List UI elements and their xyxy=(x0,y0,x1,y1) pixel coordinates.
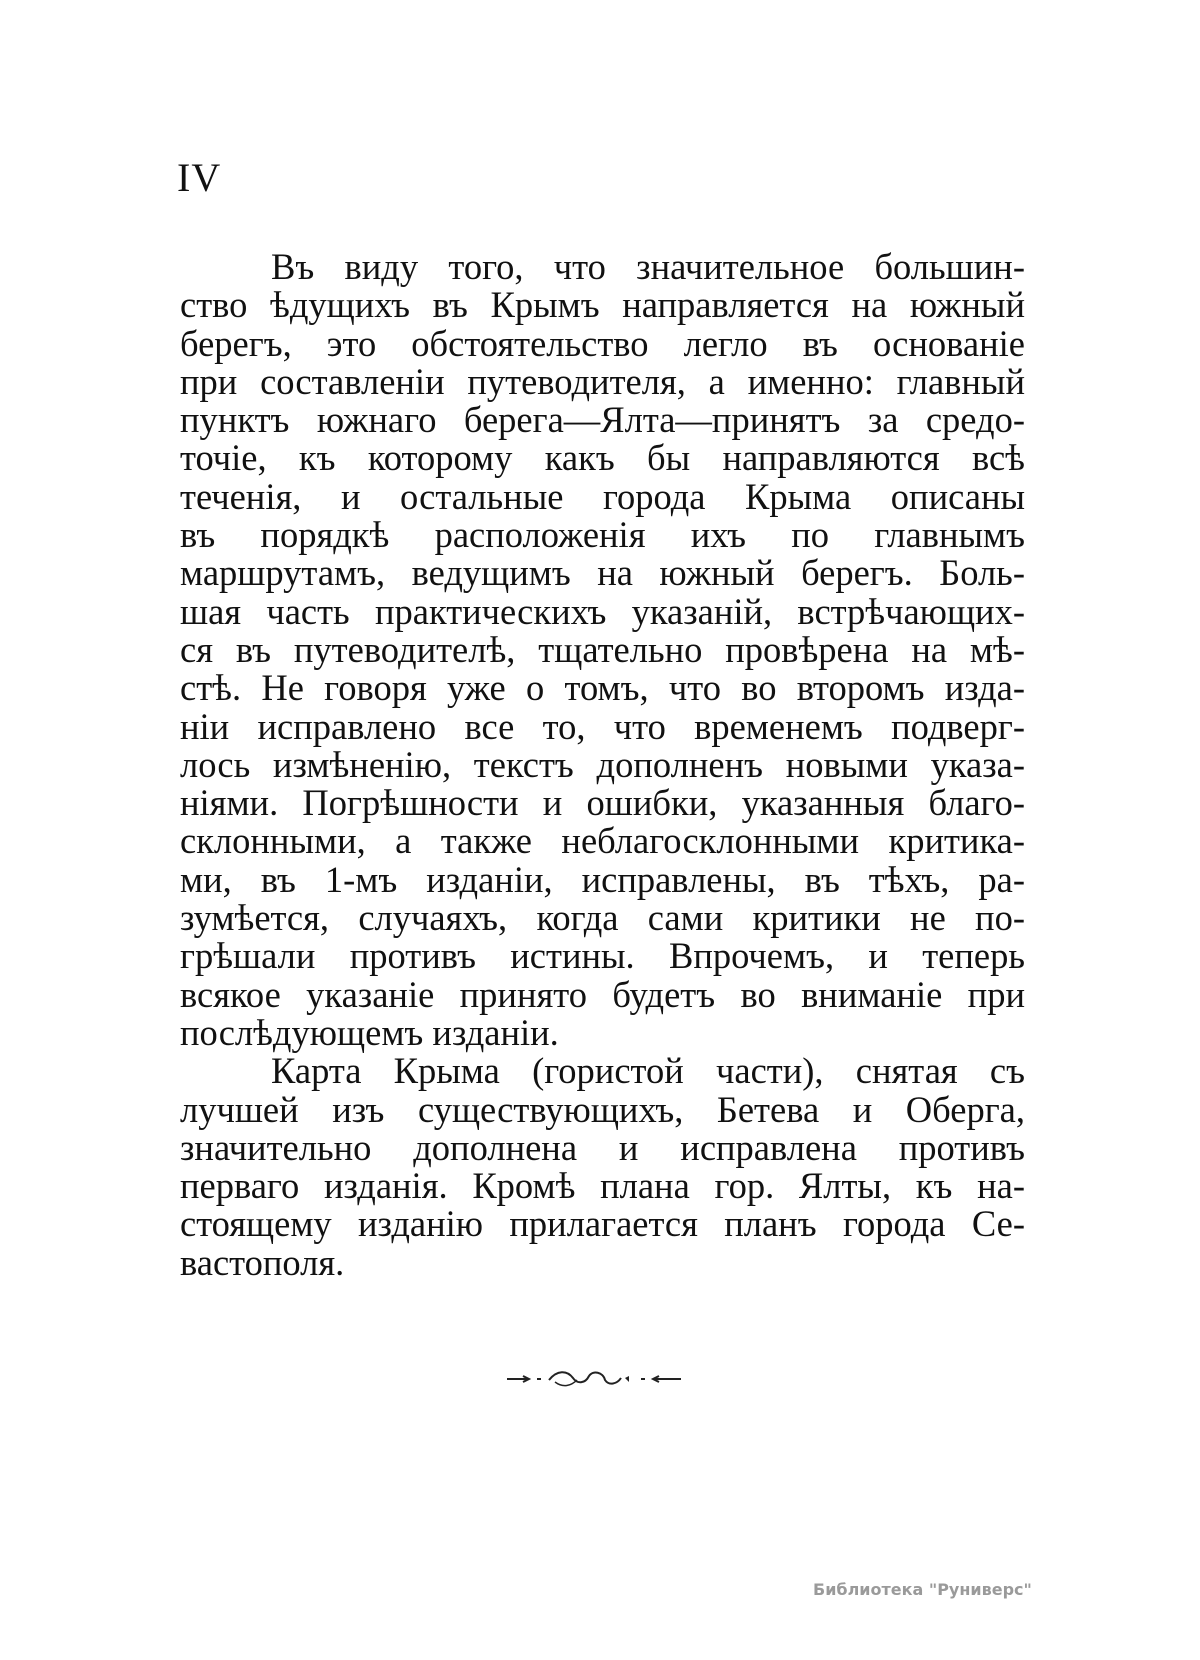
text-line: вастополя. xyxy=(180,1241,345,1283)
text-line: грѣшали противъ истины. Впрочемъ, и теперь xyxy=(180,935,1025,977)
page-number: IV xyxy=(177,155,222,200)
text-line: лось измѣненію, текстъ дополненъ новыми указа- xyxy=(180,743,1025,785)
text-line: перваго изданія. Кромѣ плана гор. Ялты, къ на- xyxy=(180,1165,1025,1207)
text-line: ство ѣдущихъ въ Крымъ направляется на южный xyxy=(180,284,1025,326)
text-line: теченія, и остальные города Крыма описаны xyxy=(180,475,1025,517)
text-line: стѣ. Не говоря уже о томъ, что во второмъ изда- xyxy=(180,667,1025,709)
text-line: ми, въ 1-мъ изданіи, исправлены, въ тѣхъ, ра- xyxy=(180,858,1025,900)
text-line: точіе, къ которому какъ бы направляются всѣ xyxy=(180,437,1025,479)
text-line: берегъ, это обстоятельство легло въ основаніе xyxy=(180,322,1025,364)
text-line: Карта Крыма (гористой части), снятая съ xyxy=(271,1050,1025,1092)
text-line: лучшей изъ существующихъ, Бетева и Оберга, xyxy=(180,1088,1025,1130)
text-line: послѣдующемъ изданіи. xyxy=(180,1011,559,1053)
text-line: ся въ путеводителѣ, тщательно провѣрена на мѣ- xyxy=(180,628,1025,670)
paragraph-2 xyxy=(180,1052,1025,1282)
text-line: стоящему изданію прилагается планъ города Се- xyxy=(180,1203,1025,1245)
text-line: шая часть практическихъ указаній, встрѣчающих- xyxy=(180,590,1025,632)
paragraph-1 xyxy=(180,248,1025,1052)
text-line: значительно дополнена и исправлена противъ xyxy=(180,1126,1025,1168)
text-line: зумѣется, случаяхъ, когда сами критики не по- xyxy=(180,897,1025,939)
text-line: ніи исправлено все то, что временемъ подверг- xyxy=(180,705,1025,747)
text-line: маршрутамъ, ведущимъ на южный берегъ. Боль- xyxy=(180,552,1025,594)
library-watermark: Библиотека "Руниверс" xyxy=(813,1580,1032,1599)
text-line: склонными, а также неблагосклонными критика- xyxy=(180,820,1025,862)
text-line: ніями. Погрѣшности и ошибки, указанныя благо- xyxy=(180,782,1025,824)
text-line: при составленіи путеводителя, а именно: главный xyxy=(180,360,1025,402)
body-text xyxy=(180,248,1025,1282)
decorative-dash-ornament-icon xyxy=(505,1366,685,1390)
text-line: пунктъ южнаго берега—Ялта—принятъ за средо- xyxy=(180,399,1025,441)
text-line: всякое указаніе принято будетъ во вниманіе при xyxy=(180,973,1025,1015)
text-line: въ порядкѣ расположенія ихъ по главнымъ xyxy=(180,514,1025,556)
text-line: Въ виду того, что значительное большин- xyxy=(271,246,1025,287)
